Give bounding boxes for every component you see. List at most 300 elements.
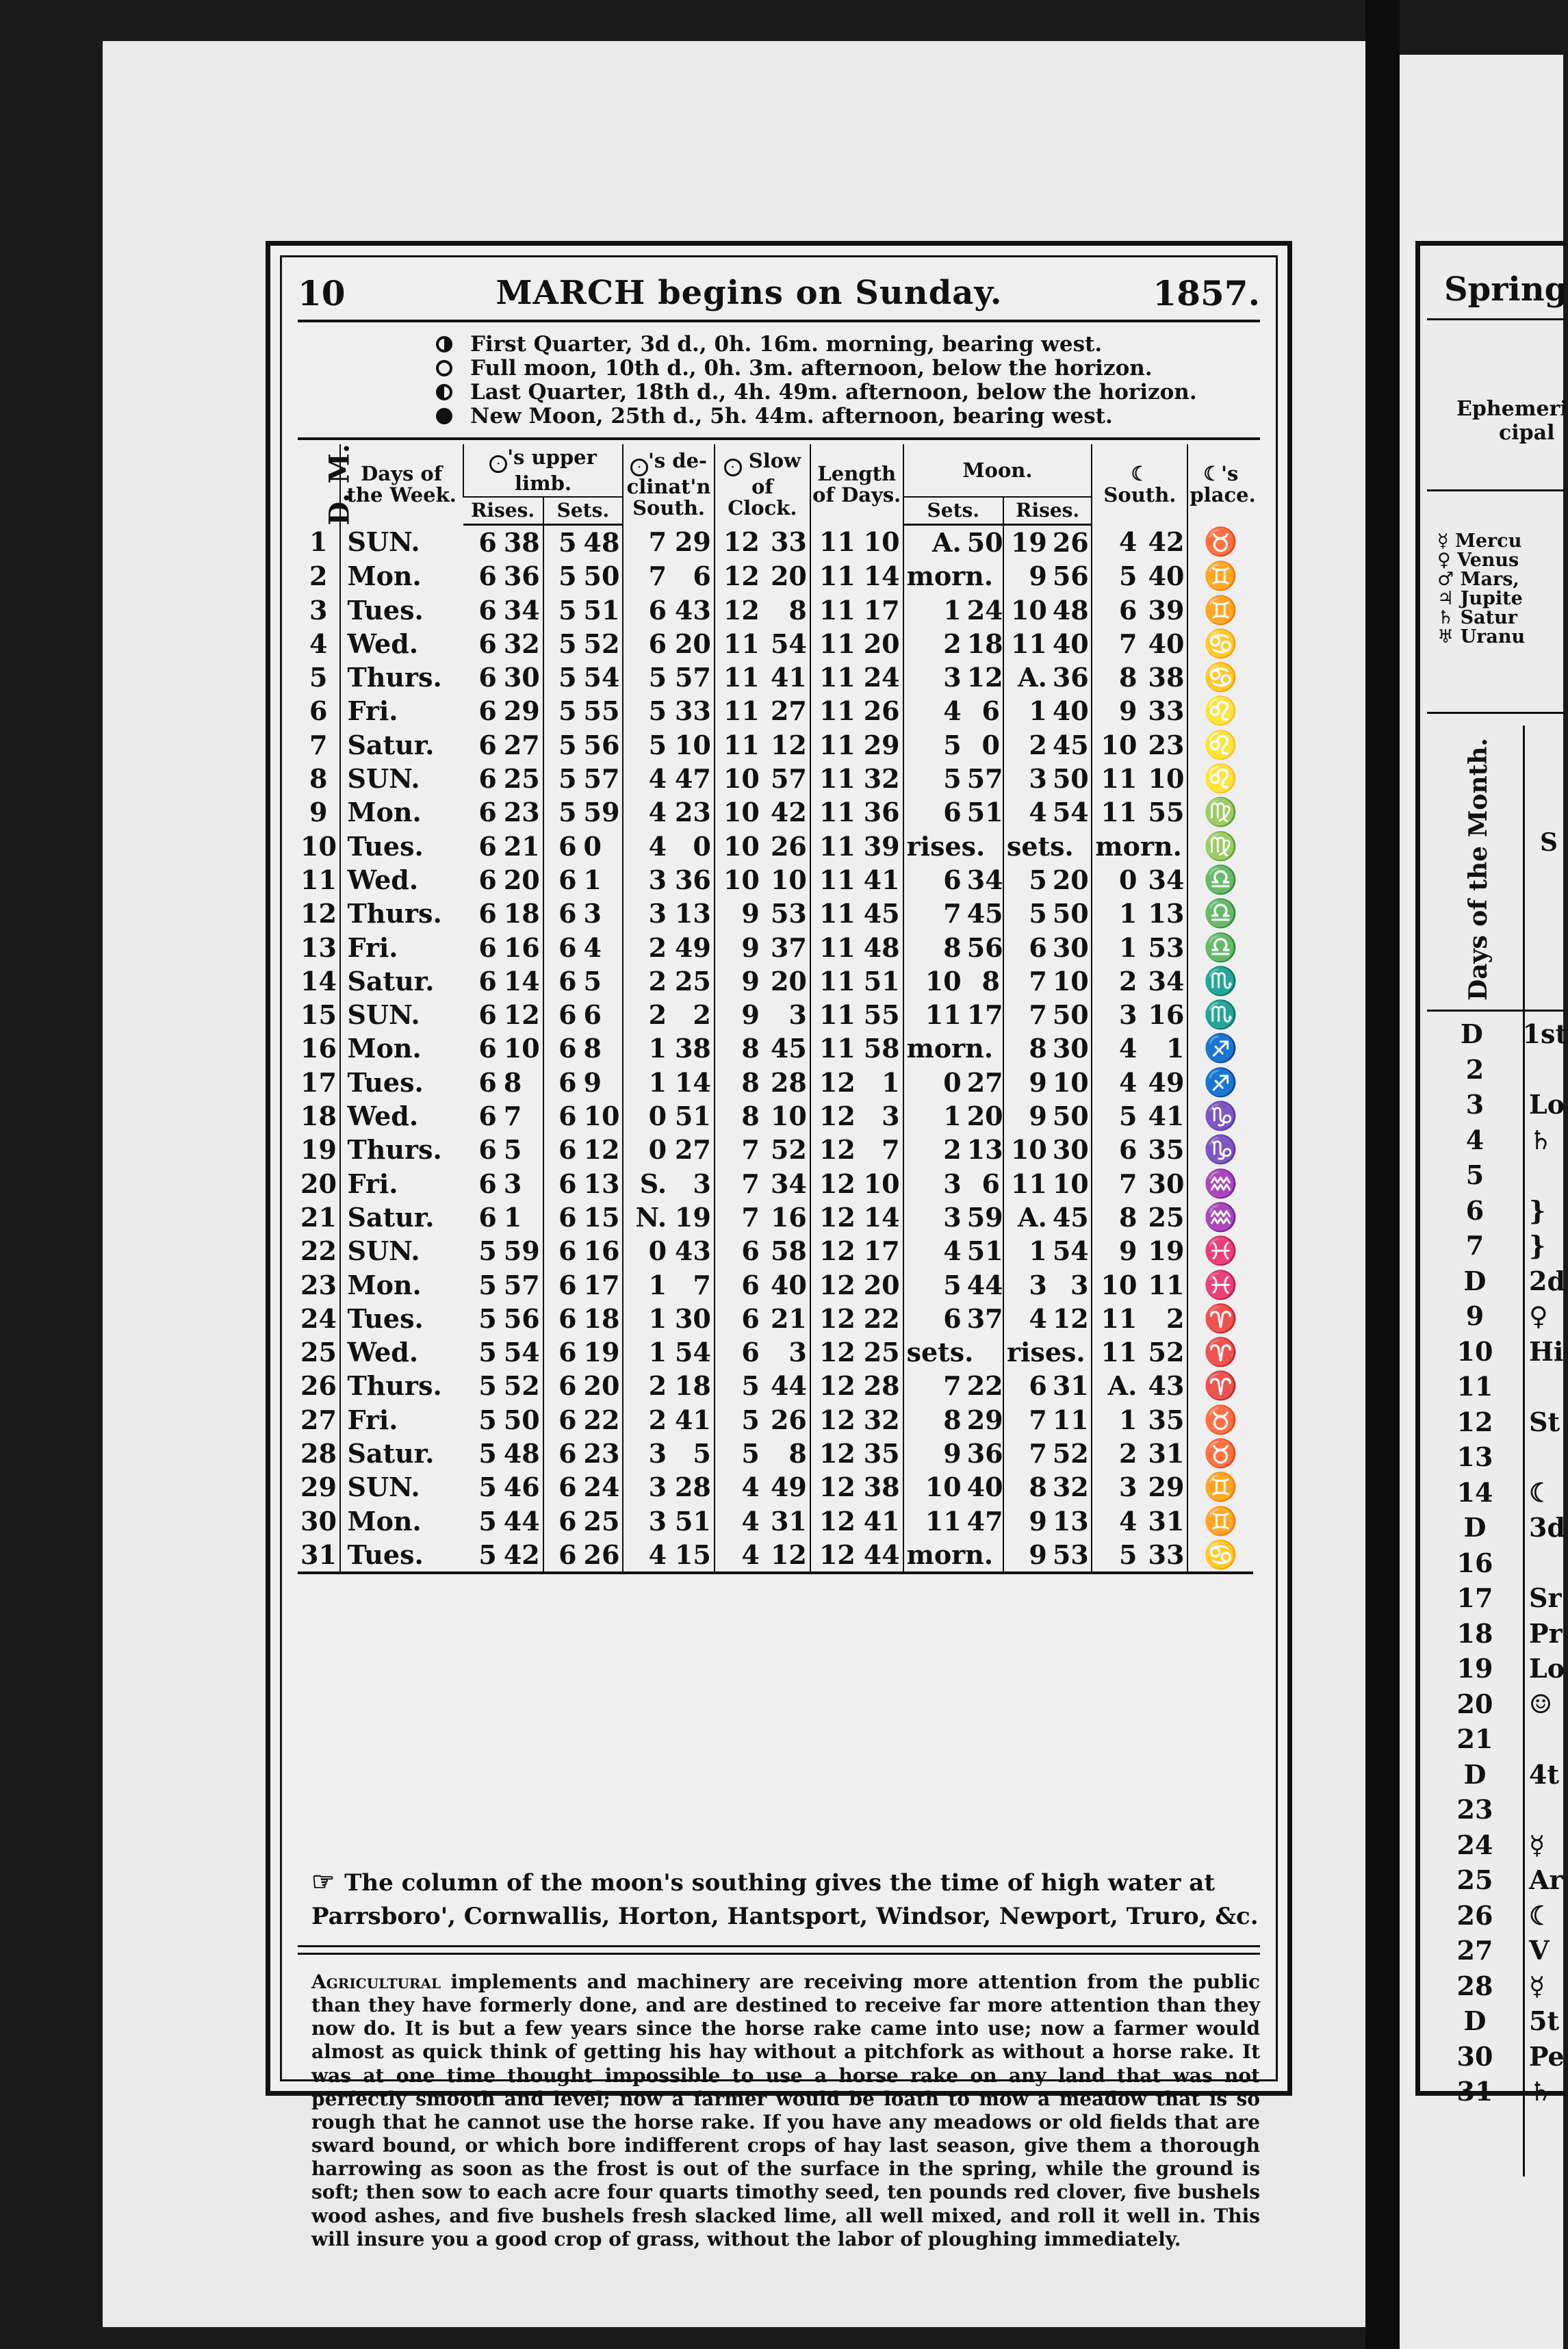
- moon-sets-h: 5: [903, 1268, 964, 1301]
- moon-sets-m: 51: [966, 1235, 1003, 1267]
- new-moon-icon: [428, 408, 461, 424]
- moon-rises-h: 5: [1003, 863, 1050, 897]
- day-number: 1: [309, 526, 328, 558]
- slow-sec: 10: [770, 864, 807, 895]
- moon-sets-m: 37: [966, 1302, 1003, 1334]
- next-page-day: 9: [1465, 1300, 1485, 1332]
- length-h: 12: [810, 1166, 858, 1200]
- slow-sec: 3: [788, 1337, 807, 1368]
- moon-south-m: 19: [1148, 1235, 1185, 1267]
- agricultural-lead: Agricultural: [311, 1971, 441, 1993]
- col-dm: D. M.: [323, 443, 356, 526]
- sun-rises-h: 5: [478, 1437, 497, 1469]
- sun-rises-h: 6: [478, 561, 497, 592]
- moon-rises-m: 45: [1052, 729, 1089, 760]
- moon-sign: ♑: [1187, 1133, 1253, 1166]
- sun-rises-m: 54: [503, 1337, 540, 1368]
- sun-rises-m: 16: [503, 932, 540, 963]
- weekday: Mon.: [340, 1031, 463, 1065]
- table-row: [298, 1066, 1253, 1099]
- slow-sec: 26: [770, 1404, 807, 1435]
- length-h: 11: [810, 795, 858, 829]
- moon-south-m: 23: [1148, 729, 1185, 760]
- moon-sign: ♋: [1187, 660, 1253, 694]
- table-row: [298, 593, 1253, 626]
- moon-sets-h: morn.: [903, 559, 964, 593]
- length-m: 36: [863, 797, 900, 828]
- day-number: 27: [300, 1404, 337, 1435]
- sun-sets-m: 52: [583, 628, 620, 659]
- moon-rises-h: A.: [1003, 660, 1050, 694]
- moon-sets-h: 11: [903, 998, 964, 1031]
- next-page-row: [1430, 1651, 1567, 1686]
- sun-rises-h: 5: [478, 1235, 497, 1267]
- length-m: 14: [863, 561, 900, 592]
- next-page-entry: 4t: [1529, 1758, 1559, 1790]
- next-page-day: D: [1463, 1265, 1487, 1296]
- day-number: 13: [300, 932, 337, 963]
- next-page-entry: ☿: [1529, 1829, 1545, 1860]
- moon-sets-h: sets.: [903, 1335, 964, 1369]
- high-water-note: [311, 1862, 1260, 1934]
- next-page-entry: ☺: [1529, 1688, 1553, 1719]
- next-page-day: 4: [1465, 1124, 1485, 1155]
- declination-min: 19: [674, 1201, 711, 1233]
- moon-sets-m: 22: [966, 1370, 1003, 1402]
- sun-sets-h: 5: [543, 627, 580, 660]
- moon-rises-h: 4: [1003, 795, 1050, 829]
- slow-sec: 12: [762, 1538, 810, 1573]
- moon-sign: ♋: [1187, 1538, 1253, 1573]
- table-row: [298, 627, 1253, 660]
- sun-sets-h: 6: [543, 1538, 580, 1573]
- moon-sets-m: 13: [966, 1134, 1003, 1166]
- slow-sec: 42: [770, 797, 807, 828]
- next-page-row: [1430, 1898, 1567, 1934]
- slow-min: 6: [715, 1335, 762, 1369]
- phase-text: New Moon, 25th d., 5h. 44m. afternoon, bearing west.: [470, 403, 1113, 428]
- next-page-entry: Pe: [1529, 2040, 1565, 2072]
- moon-sign: ♌: [1187, 694, 1253, 728]
- sun-rises-m: 32: [503, 628, 540, 659]
- sun-sets-h: 5: [543, 795, 580, 829]
- moon-sets-h: 6: [903, 863, 964, 897]
- moon-sets-m: 40: [966, 1472, 1003, 1503]
- slow-min: 9: [715, 897, 762, 930]
- length-m: 44: [858, 1538, 903, 1573]
- declination-min: 14: [674, 1066, 711, 1098]
- moon-south-m: 35: [1148, 1404, 1185, 1435]
- planet-line: ♀ Venus: [1437, 550, 1519, 571]
- moon-sets-m: 0: [981, 729, 1000, 760]
- length-m: 41: [863, 1505, 900, 1537]
- next-page-day: 20: [1456, 1688, 1493, 1719]
- pointing-hand-icon: ☞: [311, 1866, 335, 1897]
- sun-rises-m: 38: [503, 526, 540, 558]
- length-m: 10: [863, 526, 900, 558]
- slow-min: 6: [715, 1234, 762, 1268]
- planet-line: ♄ Satur: [1437, 607, 1517, 628]
- next-page-day: 19: [1456, 1653, 1493, 1684]
- next-page-row: [1430, 1298, 1567, 1334]
- length-h: 12: [810, 1504, 858, 1537]
- sun-sets-m: 9: [583, 1066, 602, 1098]
- moon-sets-h: 9: [903, 1437, 964, 1470]
- moon-sets-h: 5: [903, 728, 964, 762]
- next-page-row: [1430, 1193, 1567, 1229]
- day-number: 24: [300, 1302, 337, 1334]
- table-row: [298, 1369, 1253, 1402]
- sun-sets-m: 20: [583, 1370, 620, 1402]
- moon-rises-h: 10: [1003, 1133, 1050, 1166]
- declination-min: 51: [674, 1101, 711, 1132]
- moon-sign: ♈: [1187, 1302, 1253, 1335]
- moon-rises-m: 26: [1052, 526, 1089, 558]
- moon-sign: ♈: [1187, 1369, 1253, 1402]
- sun-sets-h: 6: [543, 930, 580, 964]
- moon-south-m: 33: [1140, 1538, 1187, 1573]
- next-page-row: [1430, 1157, 1567, 1193]
- sun-rises-m: 30: [503, 662, 540, 693]
- moon-south-h: 1: [1092, 897, 1140, 930]
- sun-sets-m: 4: [583, 932, 602, 963]
- next-page-row: [1430, 1404, 1567, 1440]
- moon-south-h: 6: [1092, 593, 1140, 626]
- slow-min: 4: [715, 1504, 762, 1537]
- phase-text: First Quarter, 3d d., 0h. 16m. morning, bearing west.: [470, 331, 1103, 357]
- weekday: Tues.: [340, 1538, 463, 1573]
- next-page-day: 13: [1456, 1441, 1493, 1473]
- declination-deg: 1: [623, 1031, 669, 1065]
- next-page-row: [1430, 1510, 1567, 1545]
- day-number: 22: [300, 1235, 337, 1267]
- declination-deg: 4: [623, 762, 669, 795]
- sun-rises-h: 5: [478, 1269, 497, 1300]
- sun-rises-m: 5: [503, 1134, 522, 1166]
- moon-rises-h: 9: [1003, 1504, 1050, 1537]
- next-page-day: 18: [1456, 1617, 1493, 1649]
- length-h: 12: [810, 1066, 858, 1099]
- length-m: 25: [863, 1337, 900, 1368]
- moon-sets-m: 17: [966, 999, 1003, 1031]
- next-page-day: 26: [1456, 1899, 1493, 1931]
- moon-sign: ♐: [1187, 1066, 1253, 1099]
- length-h: 11: [810, 593, 858, 626]
- days-of-month-label: Days of the Month.: [1464, 738, 1493, 1001]
- length-m: 58: [863, 1033, 900, 1064]
- moon-south-h: 11: [1092, 1302, 1140, 1335]
- length-h: 12: [810, 1201, 858, 1234]
- length-m: 51: [863, 965, 900, 997]
- table-row: [298, 1504, 1253, 1537]
- moon-south-h: 4: [1092, 524, 1140, 559]
- declination-deg: 2: [623, 998, 669, 1031]
- declination-min: 18: [674, 1370, 711, 1402]
- slow-sec: 20: [770, 965, 807, 997]
- moon-sign: ♓: [1187, 1268, 1253, 1301]
- next-page-entry: }: [1529, 1230, 1546, 1261]
- sun-sets-h: 6: [543, 1470, 580, 1504]
- declination-min: 33: [674, 695, 711, 727]
- moon-rises-h: 6: [1003, 930, 1050, 964]
- phase-text: Full moon, 10th d., 0h. 3m. afternoon, below the horizon.: [470, 355, 1153, 381]
- phase-first-quarter: [428, 332, 1249, 356]
- table-row: [298, 1234, 1253, 1268]
- sun-rises-h: 6: [478, 965, 497, 997]
- moon-south-h: 8: [1092, 660, 1140, 694]
- moon-rises-m: 11: [1052, 1404, 1089, 1435]
- moon-sign: ♌: [1187, 762, 1253, 795]
- sun-sets-m: 5: [583, 965, 602, 997]
- moon-sign: ♊: [1187, 559, 1253, 593]
- sun-sets-h: 6: [543, 1268, 580, 1301]
- day-number: 10: [300, 830, 337, 862]
- weekday: Fri.: [340, 930, 463, 964]
- length-m: 26: [863, 695, 900, 727]
- next-page-day: 3: [1465, 1089, 1485, 1120]
- moon-rises-m: 56: [1052, 561, 1089, 592]
- sun-rises-m: 3: [503, 1168, 522, 1199]
- moon-rises-h: 11: [1003, 627, 1050, 660]
- page-year: 1857.: [1153, 272, 1260, 313]
- declination-min: 3: [693, 1168, 711, 1199]
- sun-rises-h: 6: [478, 1201, 497, 1233]
- moon-sign: ♏: [1187, 964, 1253, 998]
- day-number: 3: [309, 594, 328, 626]
- moon-south-h: 11: [1092, 795, 1140, 829]
- col-declination: · 's de-clinat'n South.: [623, 444, 715, 524]
- next-page-row: [1430, 1016, 1567, 1052]
- declination-deg: 3: [623, 1437, 669, 1470]
- sun-rises-h: 6: [478, 830, 497, 862]
- moon-sets-h: 7: [903, 897, 964, 930]
- first-quarter-icon: [428, 336, 461, 352]
- slow-min: 6: [715, 1302, 762, 1335]
- moon-south-h: 2: [1092, 1437, 1140, 1470]
- moon-rises-h: 9: [1003, 1538, 1050, 1573]
- moon-sign: ♉: [1187, 1437, 1253, 1470]
- sun-rises-h: 6: [478, 797, 497, 828]
- length-m: 38: [863, 1472, 900, 1503]
- moon-rises-m: 40: [1052, 628, 1089, 659]
- col-south: ☾ South.: [1092, 444, 1187, 524]
- col-sets: Sets.: [543, 497, 624, 524]
- declination-min: 54: [674, 1337, 711, 1368]
- weekday: Wed.: [340, 863, 463, 897]
- moon-rises-h: 8: [1003, 1470, 1050, 1504]
- day-number: 20: [300, 1168, 337, 1199]
- moon-sets-h: 7: [903, 1369, 964, 1402]
- table-row: [298, 1470, 1253, 1504]
- moon-south-m: 31: [1148, 1505, 1185, 1537]
- day-number: 9: [309, 797, 328, 828]
- table-row: [298, 930, 1253, 964]
- moon-sets-h: 10: [903, 964, 964, 998]
- moon-south-m: 49: [1148, 1066, 1185, 1098]
- next-page-entry: Ar: [1529, 1864, 1563, 1896]
- moon-south-m: 53: [1148, 932, 1185, 963]
- moon-south-h: 3: [1092, 998, 1140, 1031]
- moon-sets-h: 5: [903, 762, 964, 795]
- sun-rises-h: 6: [478, 1066, 497, 1098]
- next-page-planets: [1437, 530, 1525, 645]
- last-quarter-icon: [428, 384, 461, 400]
- next-page-row: [1430, 1052, 1567, 1088]
- table-row: [298, 1099, 1253, 1133]
- length-h: 11: [810, 694, 858, 728]
- moon-sets-m: 36: [966, 1437, 1003, 1469]
- declination-min: 6: [693, 561, 711, 592]
- slow-min: 6: [715, 1268, 762, 1301]
- moon-sign: ♍: [1187, 830, 1253, 863]
- slow-min: 5: [715, 1403, 762, 1437]
- day-number: 29: [300, 1472, 337, 1503]
- declination-deg: 2: [623, 964, 669, 998]
- moon-south-m: 41: [1148, 1101, 1185, 1132]
- moon-rises-m: 31: [1052, 1370, 1089, 1402]
- slow-sec: 58: [770, 1235, 807, 1267]
- phase-new-moon: [428, 404, 1249, 428]
- sun-rises-h: 5: [478, 1337, 497, 1368]
- table-row: [298, 1437, 1253, 1470]
- day-number: 23: [300, 1269, 337, 1300]
- moon-rises-h: 7: [1003, 964, 1050, 998]
- moon-sets-h: 3: [903, 1201, 964, 1234]
- slow-sec: 8: [788, 1437, 807, 1469]
- moon-south-m: 35: [1148, 1134, 1185, 1166]
- length-m: 32: [863, 763, 900, 795]
- moon-sets-h: 11: [903, 1504, 964, 1537]
- almanac-page-frame: [266, 241, 1292, 2250]
- day-number: 18: [300, 1101, 337, 1132]
- day-number: 30: [300, 1505, 337, 1537]
- next-page-rule: [1427, 318, 1564, 320]
- sun-rises-h: 6: [478, 1168, 497, 1199]
- next-page-day: D: [1463, 1758, 1487, 1790]
- moon-sign: ♎: [1187, 930, 1253, 964]
- moon-rises-h: 19: [1003, 524, 1050, 559]
- weekday: Thurs.: [340, 660, 463, 694]
- slow-sec: 10: [770, 1101, 807, 1132]
- length-m: 7: [882, 1134, 900, 1166]
- sun-rises-m: 21: [503, 830, 540, 862]
- moon-sets-m: 24: [966, 594, 1003, 626]
- slow-min: 12: [715, 593, 762, 626]
- table-row: [298, 1335, 1253, 1369]
- table-row: [298, 1031, 1253, 1065]
- slow-sec: 31: [770, 1505, 807, 1537]
- moon-rises-h: 6: [1003, 1369, 1050, 1402]
- declination-deg: 2: [623, 1403, 669, 1437]
- moon-sets-h: 4: [903, 694, 964, 728]
- declination-deg: 7: [623, 559, 669, 593]
- weekday: SUN.: [340, 998, 463, 1031]
- moon-rises-h: rises.: [1003, 1335, 1050, 1369]
- col-slow-clock: · Slow of Clock.: [715, 444, 810, 524]
- length-m: 24: [863, 662, 900, 693]
- day-number: 8: [309, 763, 328, 795]
- length-m: 10: [863, 1168, 900, 1199]
- sun-sets-m: 24: [583, 1472, 620, 1503]
- weekday: SUN.: [340, 1470, 463, 1504]
- sun-rises-h: 6: [478, 695, 497, 727]
- declination-min: 10: [674, 729, 711, 760]
- table-row: [298, 1133, 1253, 1166]
- sun-rises-m: 48: [503, 1437, 540, 1469]
- length-m: 14: [863, 1201, 900, 1233]
- moon-south-m: 31: [1148, 1437, 1185, 1469]
- next-page-day: 5: [1465, 1159, 1485, 1191]
- next-page-row: [1430, 2039, 1567, 2075]
- next-page-row: [1430, 1475, 1567, 1511]
- slow-min: 11: [715, 694, 762, 728]
- next-page-day: 12: [1456, 1406, 1493, 1437]
- moon-rises-h: sets.: [1003, 830, 1050, 863]
- sun-icon: ·: [630, 459, 648, 476]
- moon-south-m: 11: [1148, 1269, 1185, 1300]
- day-number: 12: [300, 898, 337, 929]
- length-h: 11: [810, 998, 858, 1031]
- moon-rises-h: 1: [1003, 694, 1050, 728]
- declination-deg: 1: [623, 1066, 669, 1099]
- table-row: [298, 1538, 1253, 1573]
- day-number: 6: [309, 695, 328, 727]
- sun-rises-m: 8: [503, 1066, 522, 1098]
- sun-sets-m: 22: [583, 1404, 620, 1435]
- next-page-row: [1430, 2074, 1567, 2109]
- next-page-day: 17: [1456, 1582, 1493, 1614]
- weekday: Satur.: [340, 1201, 463, 1234]
- agricultural-text: implements and machinery are receiving more attention from the public than they have formerly done, and are destined to receive far more attention than they now do. It is but a few years since the horse rake came into use; now a farmer would almost as quick think of getting his hay without a pitchfork as without a horse rake. It was at one time thought impossible to use a horse rake on any land that was not perfectly smooth and level; now a farmer would be loath to mow a meadow that is so rough that he cannot use the horse rake. If you have any meadows or old fields that are sward bound, or which bore indifferent crops of hay last season, give them a thorough harrowing as soon as the frost is out of the surface in the spring, while the ground is soft; then sow to each acre four quarts timothy seed, ten pounds red clover, five bushels wood ashes, and five bushels fresh slacked lime, all well mixed, and roll it well in. This will insure you a good crop of grass, without the labor of ploughing immediately.: [311, 1971, 1260, 2250]
- weekday: SUN.: [340, 762, 463, 795]
- col-moon: Moon.: [903, 444, 1092, 497]
- next-page-entry: Sr: [1529, 1582, 1562, 1614]
- moon-rises-m: 36: [1052, 662, 1089, 693]
- sun-sets-m: 26: [580, 1538, 624, 1573]
- sun-sets-h: 6: [543, 998, 580, 1031]
- moon-south-h: 2: [1092, 964, 1140, 998]
- slow-sec: 26: [770, 830, 807, 862]
- sun-rises-m: 7: [503, 1101, 522, 1132]
- moon-rises-h: 8: [1003, 1031, 1050, 1065]
- length-h: 11: [810, 762, 858, 795]
- moon-south-m: 43: [1148, 1370, 1185, 1402]
- next-page-row: [1430, 1263, 1567, 1299]
- slow-sec: 20: [770, 561, 807, 592]
- moon-south-h: 5: [1092, 1538, 1140, 1573]
- moon-sign: ♓: [1187, 1234, 1253, 1268]
- declination-deg: 1: [623, 1302, 669, 1335]
- slow-min: 9: [715, 930, 762, 964]
- moon-south-h: 4: [1092, 1504, 1140, 1537]
- moon-sets-h: 3: [903, 1166, 964, 1200]
- sun-rises-h: 5: [478, 1505, 497, 1537]
- moon-rises-h: 3: [1003, 762, 1050, 795]
- sun-sets-h: 5: [543, 660, 580, 694]
- sun-sets-h: 5: [543, 559, 580, 593]
- moon-sets-m: 8: [981, 965, 1000, 997]
- moon-sign: ♎: [1187, 863, 1253, 897]
- declination-min: 49: [674, 932, 711, 963]
- weekday: Satur.: [340, 964, 463, 998]
- declination-min: 23: [674, 797, 711, 828]
- moon-south-h: 11: [1092, 1335, 1140, 1369]
- next-page-day: 31: [1456, 2076, 1493, 2107]
- declination-min: 27: [674, 1134, 711, 1166]
- sun-sets-m: 10: [583, 1101, 620, 1132]
- moon-south-h: 8: [1092, 1201, 1140, 1234]
- header-rule: [298, 320, 1260, 322]
